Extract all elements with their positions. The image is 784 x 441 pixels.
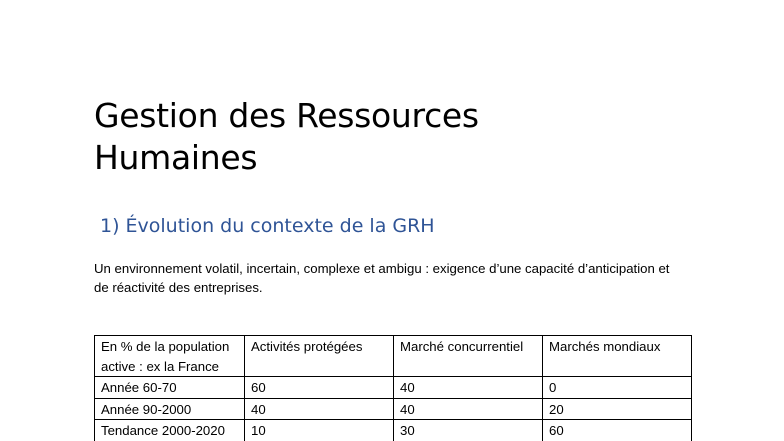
section-number: 1) <box>100 215 120 237</box>
population-table <box>94 335 692 441</box>
section-title: Évolution du contexte de la GRH <box>125 215 435 237</box>
table-cell: 40 <box>245 398 394 420</box>
title-line-1: Gestion des Ressources <box>94 96 479 135</box>
table-header-cell: En % de la population active : ex la France <box>95 336 245 377</box>
table-header-cell: Marchés mondiaux <box>543 336 692 377</box>
table-cell: 0 <box>543 377 692 399</box>
table-cell: 20 <box>543 398 692 420</box>
table-header-row <box>95 336 692 377</box>
table-cell: Année 90-2000 <box>95 398 245 420</box>
section-heading <box>100 214 435 238</box>
table-row <box>95 398 692 420</box>
table-row <box>95 377 692 399</box>
table-cell: 60 <box>245 377 394 399</box>
table-cell: 40 <box>394 377 543 399</box>
table-header-cell: Marché concurrentiel <box>394 336 543 377</box>
page-title <box>94 95 479 179</box>
table-cell: 60 <box>543 420 692 441</box>
table-cell: 40 <box>394 398 543 420</box>
table-cell: Tendance 2000-2020 <box>95 420 245 441</box>
table-row <box>95 420 692 441</box>
table-cell: 30 <box>394 420 543 441</box>
intro-paragraph: Un environnement volatil, incertain, complexe et ambigu : exigence d’une capacité d’anticipation et de réactivité des entreprises. <box>94 261 670 295</box>
table-cell: Année 60-70 <box>95 377 245 399</box>
table-header-cell: Activités protégées <box>245 336 394 377</box>
table-cell: 10 <box>245 420 394 441</box>
title-line-2: Humaines <box>94 138 258 177</box>
